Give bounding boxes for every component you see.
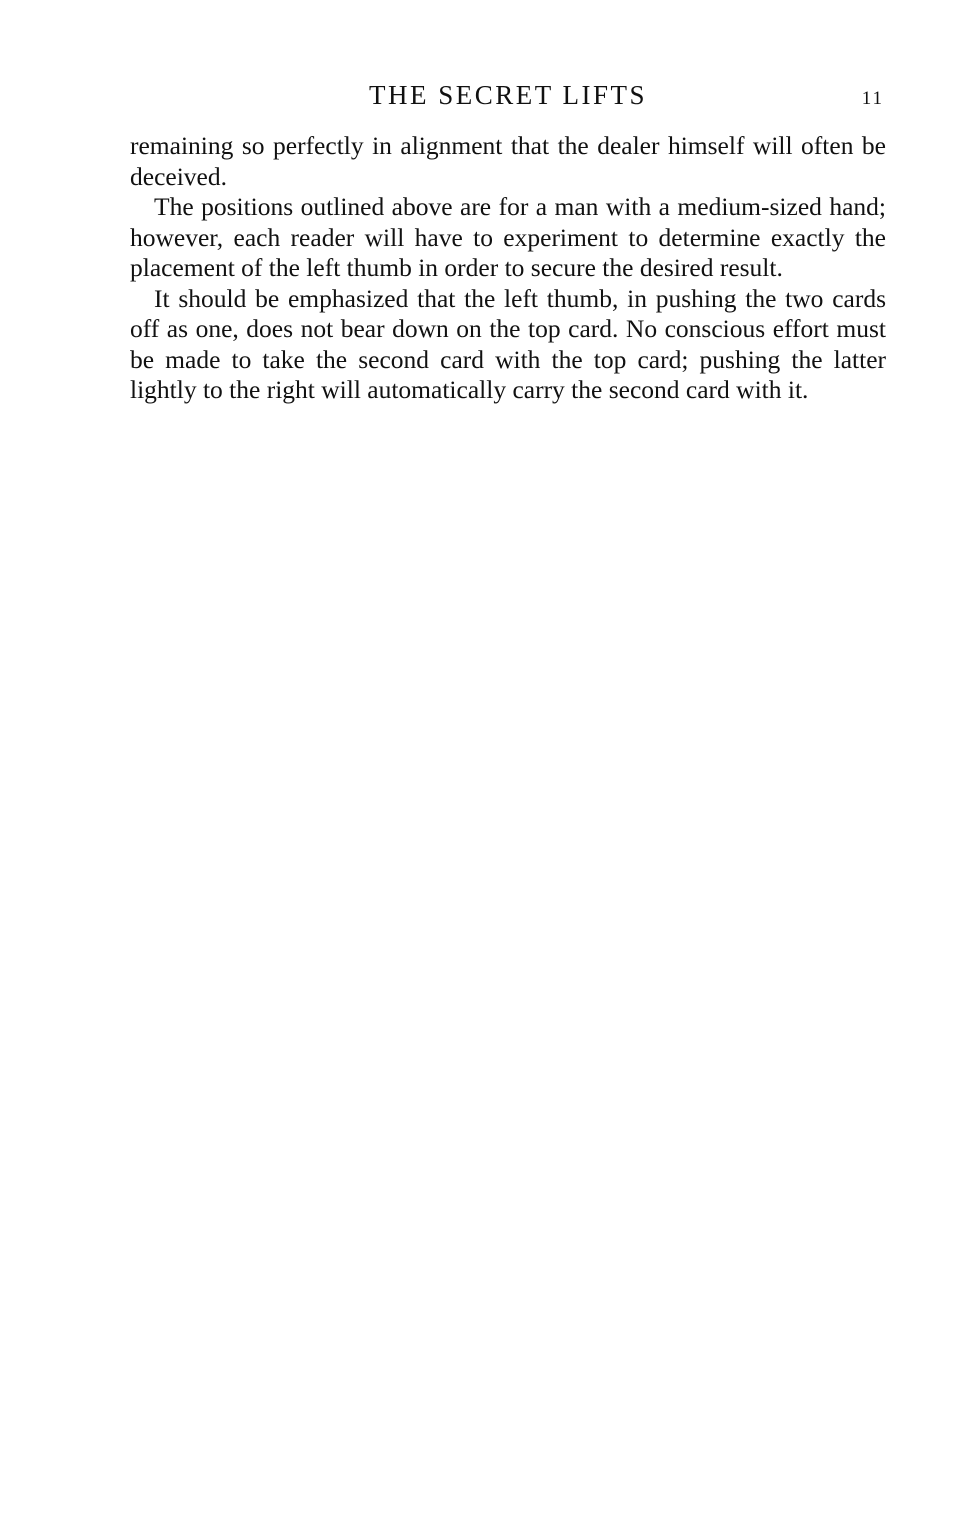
running-title: THE SECRET LIFTS xyxy=(368,80,648,110)
paragraph-thumb-emphasis: It should be emphasized that the left thumb, in pushing the two cards off as one, does not bear down on the top card. No conscious effort must be made to take the second card with the top card; pushing the latter lightly to the right will automatically carry the second card with it. xyxy=(130,283,886,404)
paragraph-hand-positions: The positions outlined above are for a man with a medium-sized hand; however, each reader will have to experiment to determine exactly the placement of the left thumb in order to secure the desired result. xyxy=(130,192,886,282)
paragraph-continuation: remaining so perfectly in alignment that the dealer himself will often be deceived. xyxy=(130,131,886,191)
body-text xyxy=(130,131,886,406)
running-head xyxy=(130,78,886,112)
page-number: 11 xyxy=(861,88,884,109)
